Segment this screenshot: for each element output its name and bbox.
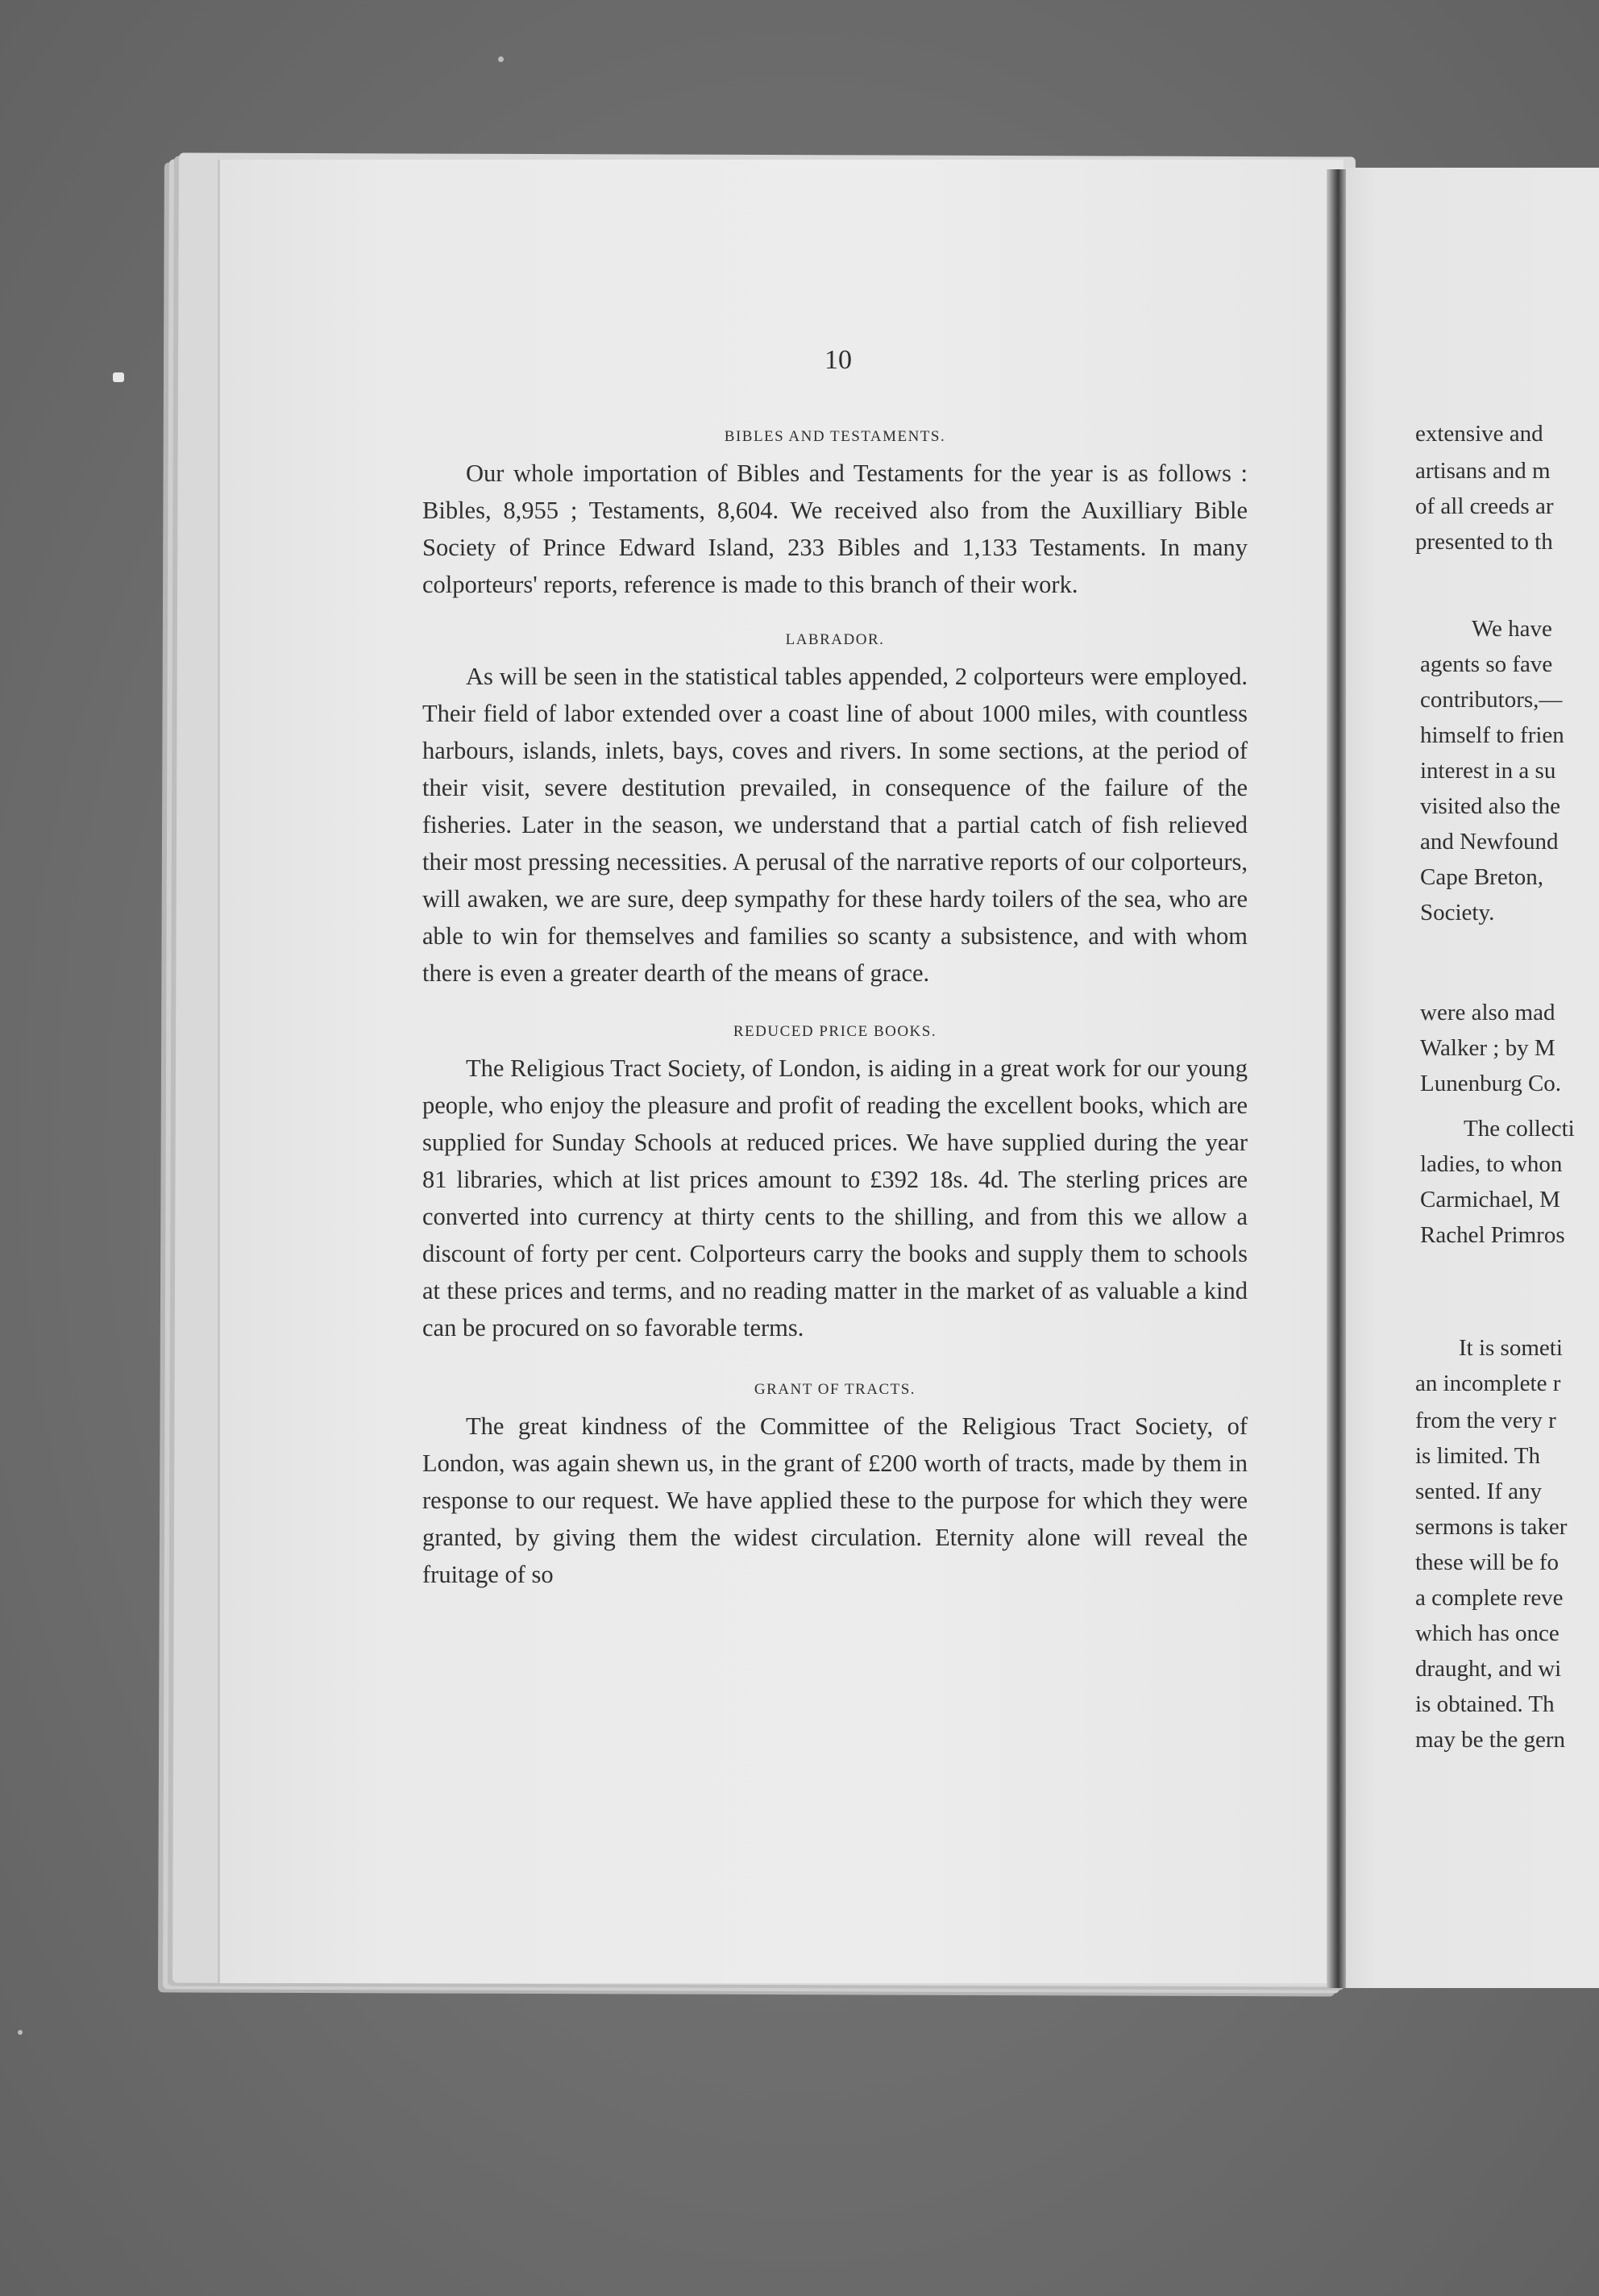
facing-line: Carmichael, M <box>1420 1187 1560 1212</box>
facing-line: is limited. Th <box>1415 1443 1540 1469</box>
section-heading-grant-of-tracts: GRANT OF TRACTS. <box>754 1381 916 1398</box>
scan-speck <box>18 2030 23 2035</box>
facing-line: ladies, to whon <box>1420 1151 1563 1177</box>
page-number: 10 <box>824 345 852 375</box>
section-paragraph-labrador: As will be seen in the statistical tables appended, 2 colporteurs were employed. Their field of labor extended over a coast line of about 1000 miles, with countless harbours, islands, inlets, bays, coves and rivers. In some sections, at the period of their visit, severe destitution prevailed, in consequence of the failure of the fisheries. Later in the season, we understand that a partial catch of fish relieved their most pressing necessities. A perusal of the narrative reports of our colporteurs, will awaken, we are sure, deep sympathy for these hardy toilers of the sea, who are able to win for themselves and families so scanty a subsistence, and with whom there is even a greater dearth of the means of grace. <box>422 663 1248 987</box>
facing-line: contributors,— <box>1420 687 1563 713</box>
facing-line: is obtained. Th <box>1415 1691 1555 1717</box>
facing-line: draught, and wi <box>1415 1656 1562 1682</box>
facing-line: It is someti <box>1459 1335 1563 1361</box>
facing-line: sented. If any <box>1415 1479 1543 1504</box>
facing-line: sermons is taker <box>1415 1514 1568 1540</box>
section-paragraph-reduced-price-books: The Religious Tract Society, of London, is aiding in a great work for our young people, who enjoy the pleasure and profit of reading the excellent books, which are supplied for Sunday Schools at reduced prices. We have supplied during the year 81 libraries, which at list prices amount to £392 18s. 4d. The sterling prices are converted into currency at thirty cents to the shilling, and from this we allow a discount of forty per cent. Colporteurs carry the books and supply them to schools at these prices and terms, and no reading matter in the market of as valuable a kind can be procured on so favorable terms. <box>422 1054 1248 1341</box>
facing-line: Rachel Primros <box>1420 1222 1565 1248</box>
facing-line: a complete reve <box>1415 1585 1564 1611</box>
facing-line: may be the gern <box>1415 1727 1566 1753</box>
facing-line: these will be fo <box>1415 1549 1559 1575</box>
facing-line: himself to frien <box>1420 722 1564 748</box>
book-spine <box>1327 169 1346 1988</box>
page-body <box>422 426 1248 1593</box>
facing-line: artisans and m <box>1415 458 1551 484</box>
section-paragraph-grant-of-tracts: The great kindness of the Committee of the Religious Tract Society, of London, was again shewn us, in the grant of £200 worth of tracts, made by them in response to our request. We have applied these to the purpose for which they were granted, by giving them the widest circulation. Eternity alone will reveal the fruitage of so <box>422 1412 1248 1588</box>
facing-line: and Newfound <box>1420 829 1559 855</box>
facing-line: of all creeds ar <box>1415 493 1554 519</box>
section-heading-reduced-price-books: REDUCED PRICE BOOKS. <box>733 1023 937 1040</box>
facing-line: Cape Breton, <box>1420 864 1544 890</box>
facing-line: Walker ; by M <box>1420 1035 1555 1061</box>
facing-line: Lunenburg Co. <box>1420 1071 1562 1096</box>
facing-line: extensive and <box>1415 421 1543 447</box>
scan-speck <box>113 372 124 382</box>
facing-line: which has once <box>1415 1620 1560 1646</box>
facing-line: The collecti <box>1464 1116 1575 1142</box>
facing-line: presented to th <box>1415 529 1553 555</box>
section-heading-bibles: BIBLES AND TESTAMENTS. <box>724 428 946 445</box>
facing-line: visited also the <box>1420 793 1560 819</box>
facing-line: from the very r <box>1415 1408 1556 1433</box>
facing-line: an incomplete r <box>1415 1371 1561 1396</box>
facing-line: were also mad <box>1420 1000 1555 1025</box>
facing-line: Society. <box>1420 900 1495 925</box>
facing-line: interest in a su <box>1420 758 1556 784</box>
section-paragraph-bibles: Our whole importation of Bibles and Testaments for the year is as follows : Bibles, 8,955 ; Testaments, 8,604. We received also from the Auxilliary Bible Society of Prince Edward Island, 233 Bibles and 1,133 Testaments. In many colporteurs' reports, reference is made to this branch of their work. <box>422 460 1248 598</box>
section-heading-labrador: LABRADOR. <box>785 631 885 648</box>
facing-line: We have <box>1472 616 1552 642</box>
facing-line: agents so fave <box>1420 651 1553 677</box>
scan-speck <box>498 56 504 62</box>
